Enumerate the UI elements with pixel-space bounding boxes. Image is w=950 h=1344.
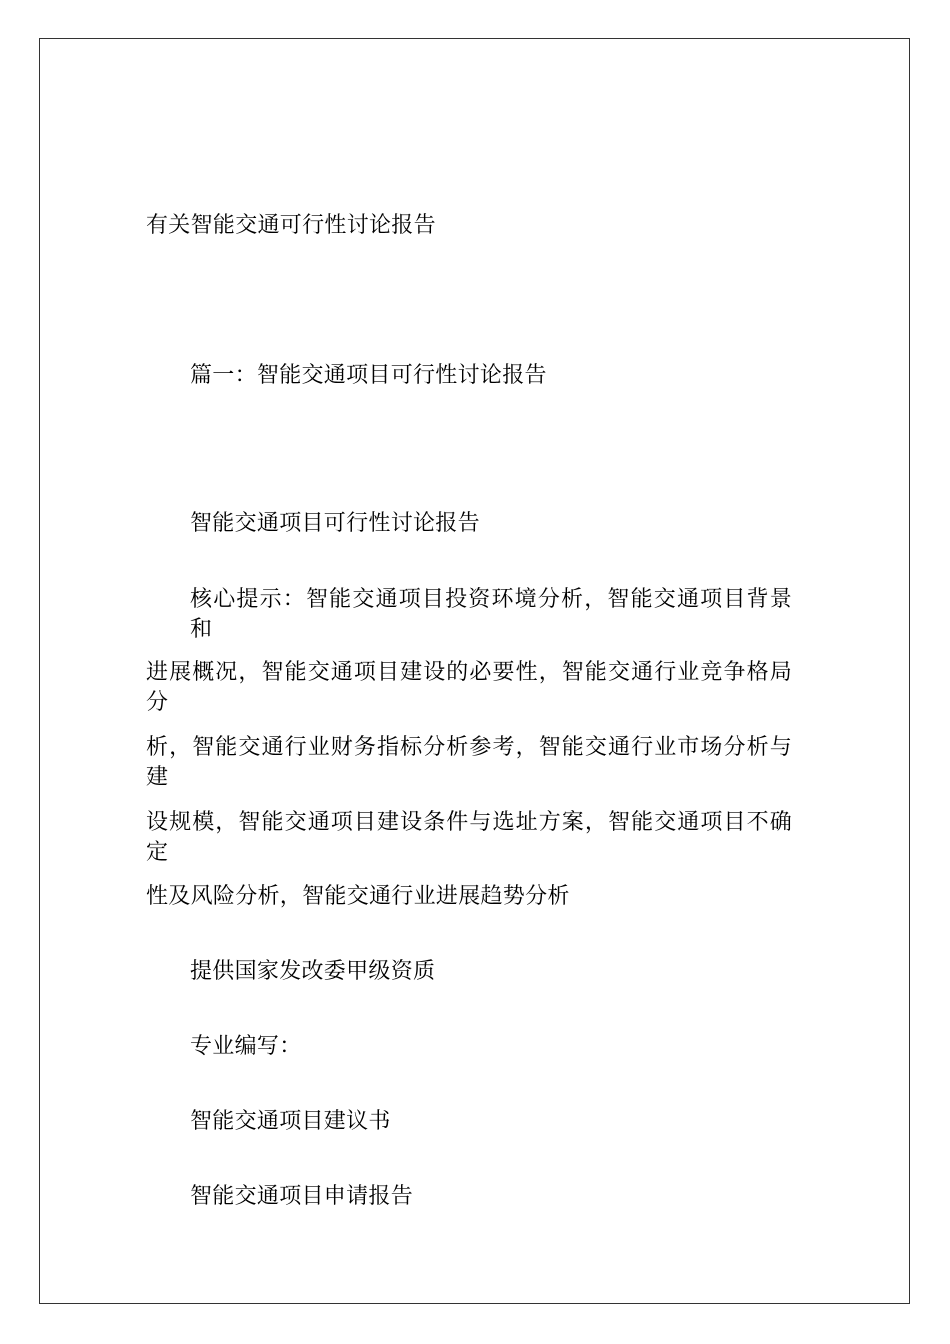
summary-line: 性及风险分析，智能交通行业进展趋势分析 xyxy=(146,884,570,909)
summary-line: 核心提示：智能交通项目投资环境分析，智能交通项目背景和 xyxy=(190,587,792,642)
summary-line: 进展概况，智能交通项目建设的必要性，智能交通行业竞争格局分 xyxy=(146,660,792,715)
list-item: 智能交通项目建议书 xyxy=(190,1109,391,1134)
qualification-text: 提供国家发改委甲级资质 xyxy=(190,959,436,984)
document-title: 有关智能交通可行性讨论报告 xyxy=(146,213,436,238)
section-heading: 篇一：智能交通项目可行性讨论报告 xyxy=(190,363,547,388)
writing-label: 专业编写： xyxy=(190,1034,302,1059)
summary-line: 设规模，智能交通项目建设条件与选址方案，智能交通项目不确定 xyxy=(146,810,792,865)
list-item: 智能交通项目申请报告 xyxy=(190,1184,414,1209)
summary-line: 析，智能交通行业财务指标分析参考，智能交通行业市场分析与建 xyxy=(146,735,792,790)
report-subtitle: 智能交通项目可行性讨论报告 xyxy=(190,511,480,536)
